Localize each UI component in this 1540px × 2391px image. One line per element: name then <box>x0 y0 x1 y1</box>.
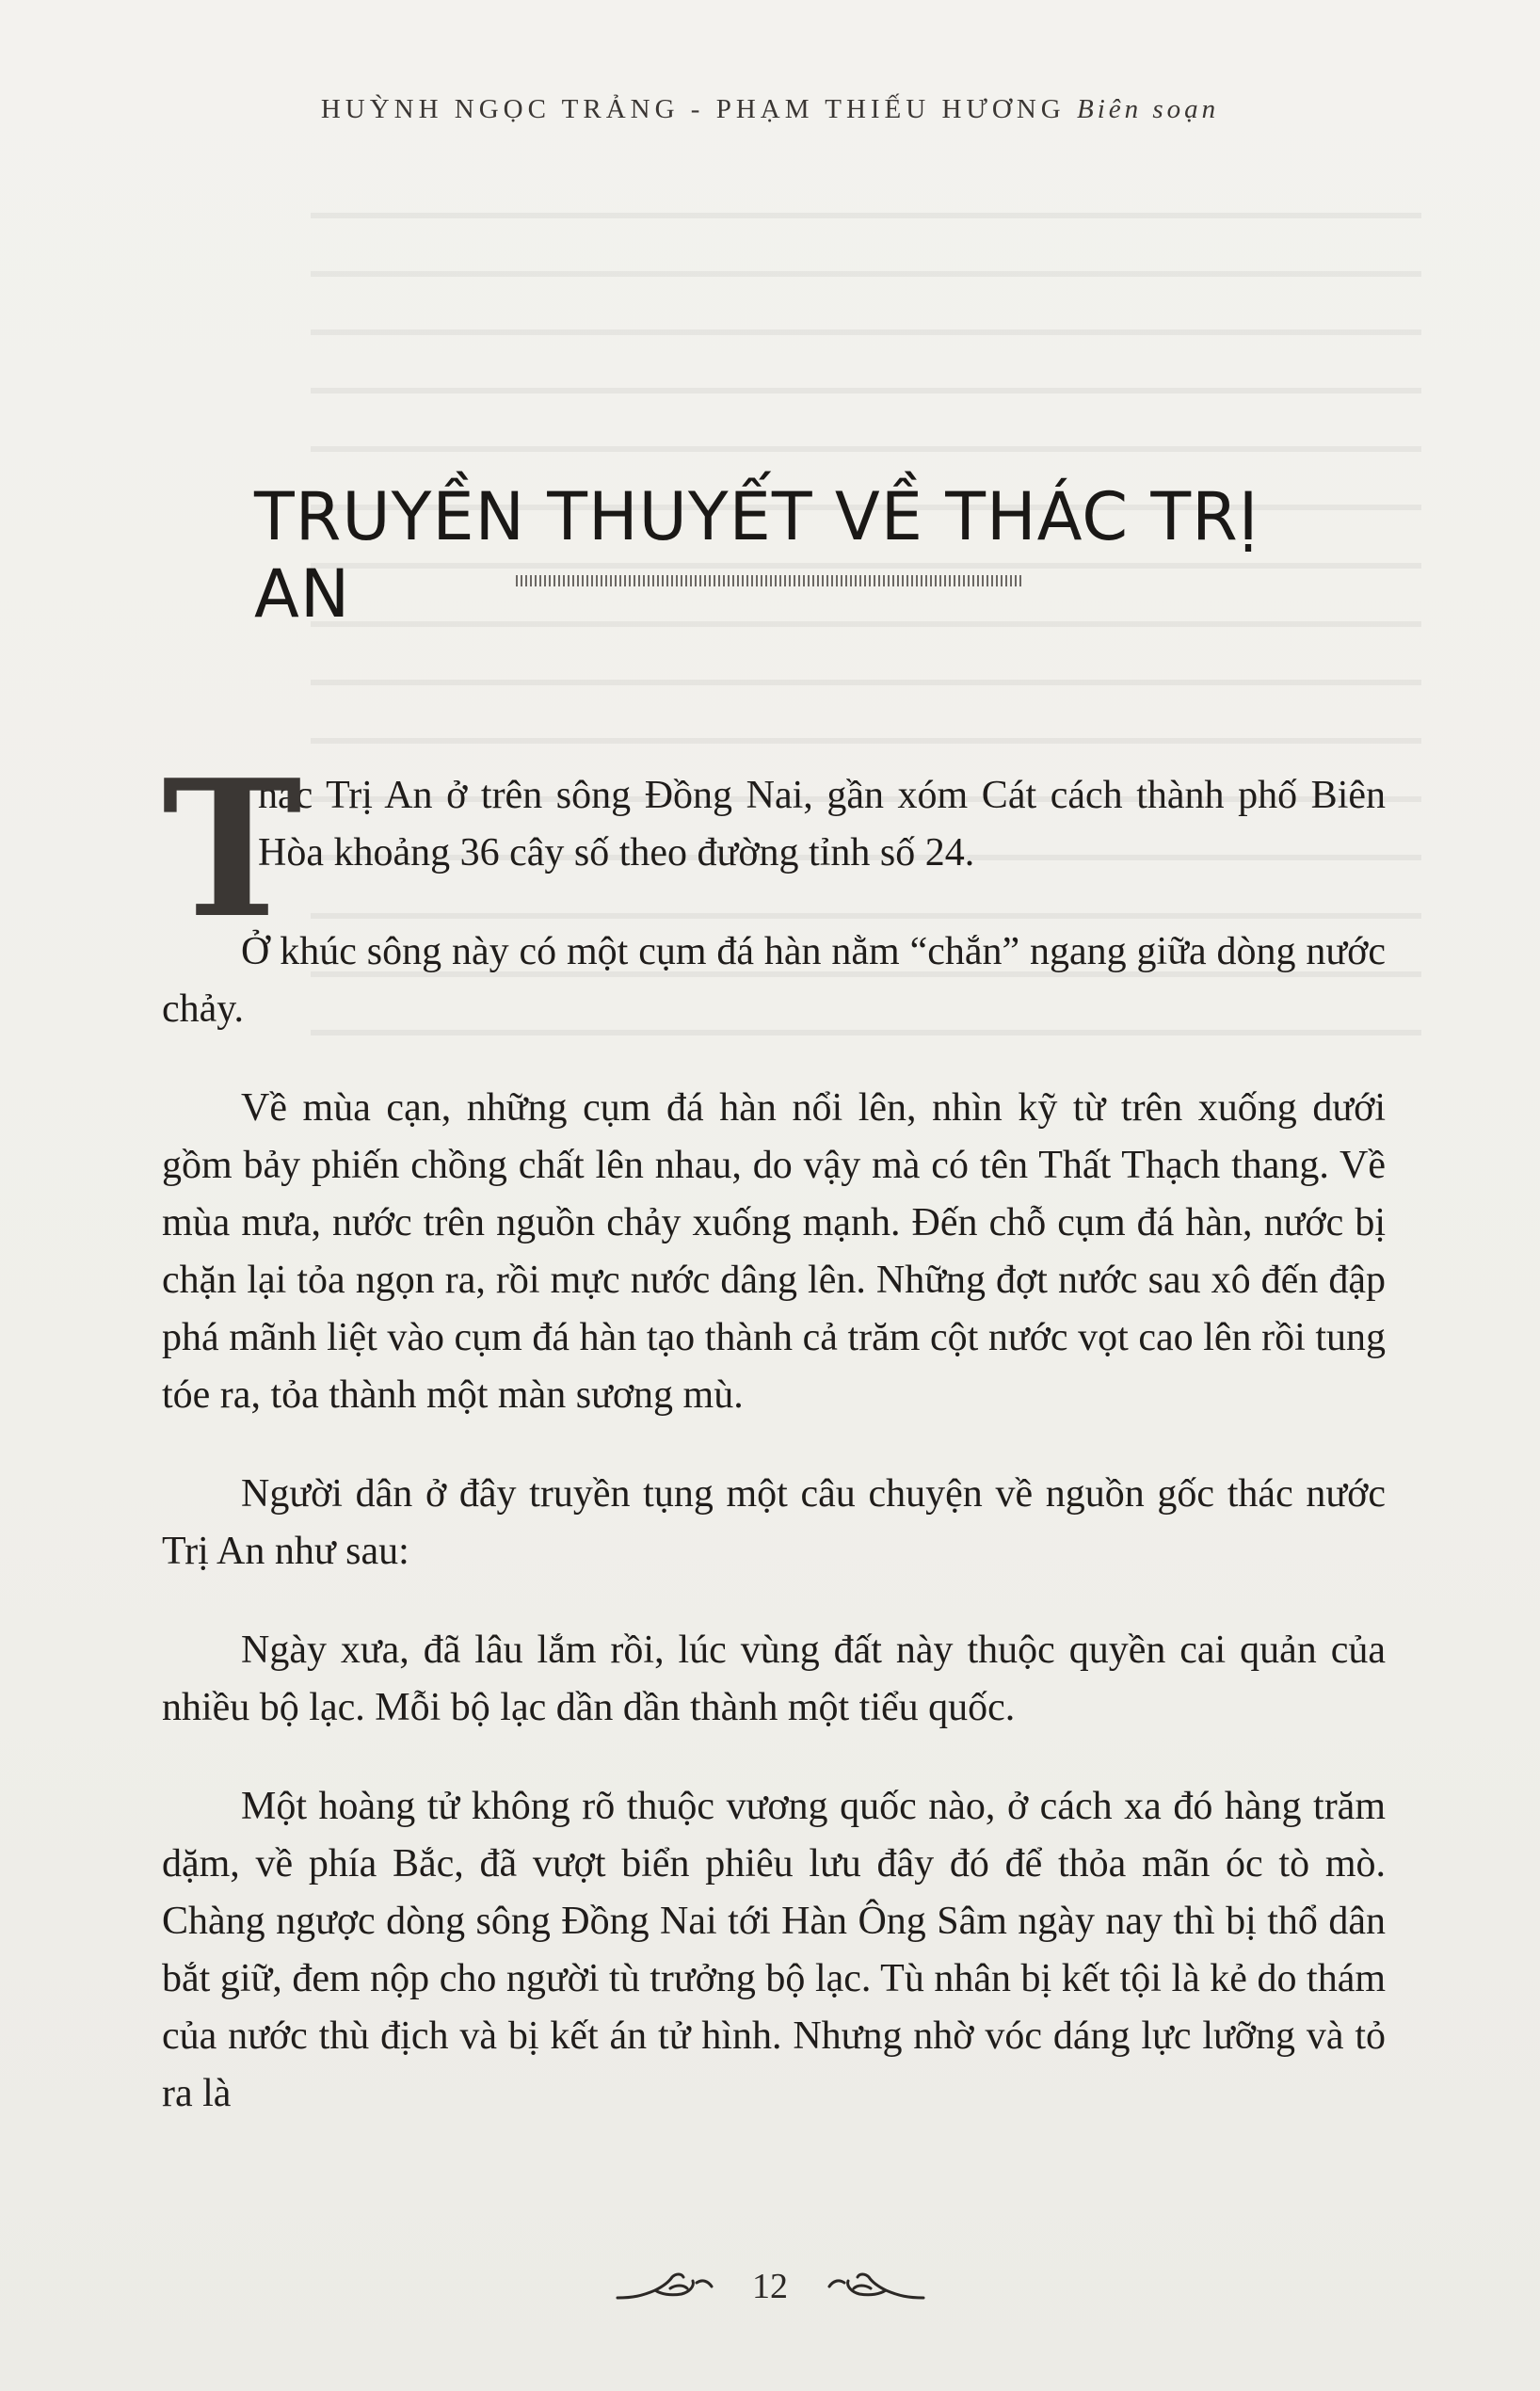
chapter-title: TRUYỀN THUYẾT VỀ THÁC TRỊ AN <box>254 478 1259 633</box>
running-head-authors: HUỲNH NGỌC TRẢNG - PHẠM THIẾU HƯƠNG <box>320 94 1066 124</box>
running-head <box>0 94 1540 125</box>
fleuron-right-icon <box>824 2270 927 2303</box>
running-head-role: Biên soạn <box>1077 94 1220 124</box>
body-text <box>162 739 1386 2164</box>
paragraph-4: Người dân ở đây truyền tụng một câu chuyện về nguồn gốc thác nước Trị An như sau: <box>162 1472 1386 1573</box>
dropcap <box>162 739 302 960</box>
paragraph-6: Một hoàng tử không rõ thuộc vương quốc nào, ở cách xa đó hàng trăm dặm, về phía Bắc, đã vượt biển phiêu lưu đây đó để thỏa mãn óc tò mò. Chàng ngược dòng sông Đồng Nai tới Hàn Ông Sâm ngày nay thì bị thổ dân bắt giữ, đem nộp cho người tù trưởng bộ lạc. Tù nhân bị kết tội là kẻ do thám của nước thù địch và bị kết án tử hình. Nhưng nhờ vóc dáng lực lưỡng và tỏ ra là <box>162 1785 1386 2115</box>
paragraph-5: Ngày xưa, đã lâu lắm rồi, lúc vùng đất này thuộc quyền cai quản của nhiều bộ lạc. Mỗi bộ lạc dần dần thành một tiểu quốc. <box>162 1629 1386 1729</box>
paragraph-3: Về mùa cạn, những cụm đá hàn nổi lên, nhìn kỹ từ trên xuống dưới gồm bảy phiến chồng chất lên nhau, do vậy mà có tên Thất Thạch thang. Về mùa mưa, nước trên nguồn chảy xuống mạnh. Đến chỗ cụm đá hàn, nước bị chặn lại tỏa ngọn ra, rồi mực nước dâng lên. Những đợt nước sau xô đến đập phá mãnh liệt vào cụm đá hàn tạo thành cả trăm cột nước vọt cao lên rồi tung tóe ra, tỏa thành một màn sương mù. <box>162 1086 1386 1417</box>
fleuron-left-icon <box>614 2270 717 2303</box>
paragraph-1 <box>162 739 1386 960</box>
dropcap-letter: T <box>162 739 302 960</box>
paragraph-1-text: hác Trị An ở trên sông Đồng Nai, gần xóm Cát cách thành phố Biên Hòa khoảng 36 cây số theo đường tỉnh số 24. <box>258 774 1386 875</box>
page-number: 12 <box>752 2267 788 2307</box>
title-underline-rule <box>516 575 1022 586</box>
paragraph-2: Ở khúc sông này có một cụm đá hàn nằm “chắn” ngang giữa dòng nước chảy. <box>162 930 1386 1031</box>
folio <box>0 2263 1540 2307</box>
